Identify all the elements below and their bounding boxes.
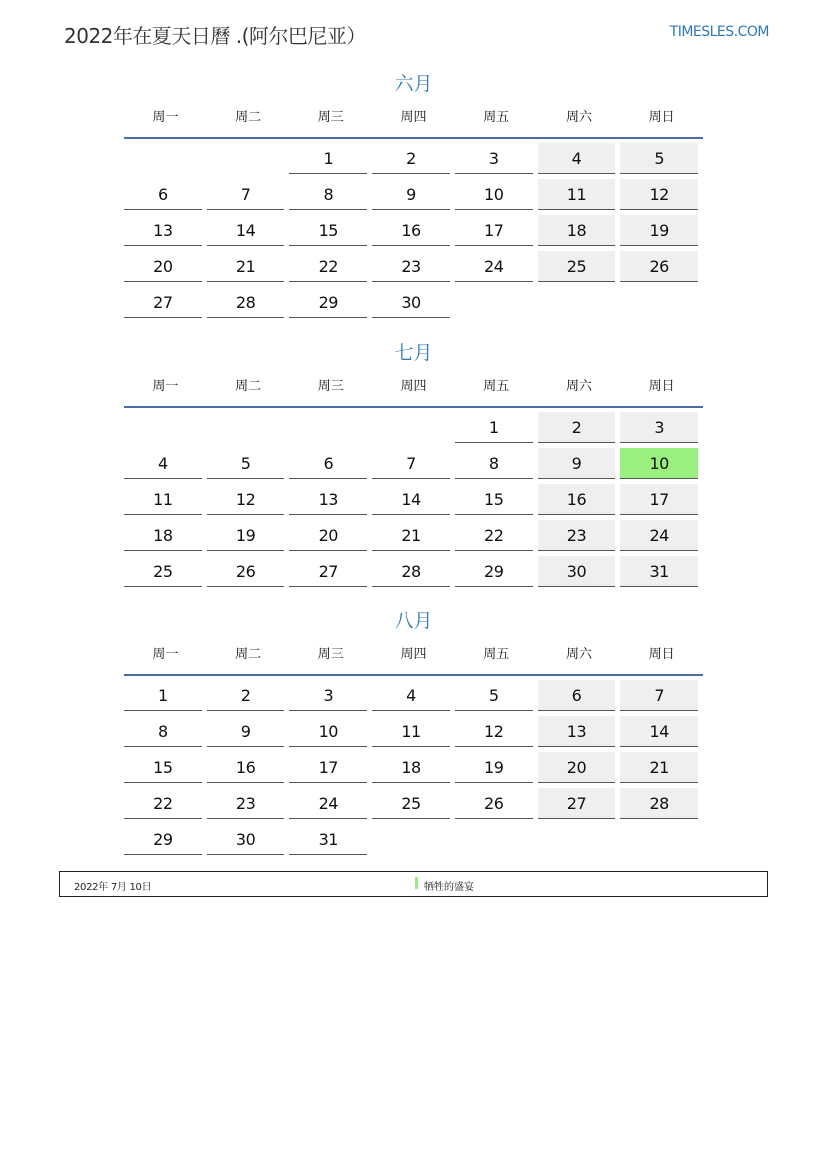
month-grid [124,408,703,587]
day-cell[interactable]: 7 [620,680,698,711]
week-row [124,287,703,318]
day-cell[interactable]: 15 [124,752,202,783]
month-title: 八月 [394,610,433,632]
weekday-label: 周三 [317,379,344,394]
day-cell[interactable]: 30 [207,824,285,855]
day-cell[interactable]: 28 [207,287,285,318]
week-row [124,716,703,747]
day-cell[interactable]: 25 [538,251,616,282]
day-cell[interactable]: 6 [538,680,616,711]
day-cell[interactable]: 8 [124,716,202,747]
day-cell[interactable]: 20 [124,251,202,282]
day-cell[interactable]: 25 [124,556,202,587]
empty-cell [538,287,616,318]
day-cell[interactable]: 31 [289,824,367,855]
day-cell[interactable]: 14 [372,484,450,515]
day-cell[interactable]: 27 [538,788,616,819]
empty-cell [455,824,533,855]
day-cell[interactable]: 24 [455,251,533,282]
day-cell[interactable]: 18 [538,215,616,246]
holiday-color-marker [415,877,418,889]
day-cell[interactable]: 17 [620,484,698,515]
day-cell[interactable]: 21 [372,520,450,551]
day-cell[interactable]: 23 [207,788,285,819]
brand-link[interactable]: TIMESLES.COM [669,24,769,40]
week-row [124,412,703,443]
week-row [124,520,703,551]
weekday-label: 周二 [235,647,262,662]
day-cell[interactable]: 19 [620,215,698,246]
day-cell[interactable]: 8 [455,448,533,479]
week-row [124,484,703,515]
day-cell[interactable]: 20 [289,520,367,551]
day-cell[interactable]: 31 [620,556,698,587]
day-cell[interactable]: 10 [455,179,533,210]
weekday-label: 周日 [648,110,675,125]
weekday-label: 周日 [648,647,675,662]
day-cell[interactable]: 27 [124,287,202,318]
day-cell[interactable]: 26 [455,788,533,819]
day-cell[interactable]: 11 [538,179,616,210]
day-cell[interactable]: 13 [289,484,367,515]
weekday-label: 周二 [235,379,262,394]
weekday-label: 周五 [483,647,510,662]
day-cell[interactable]: 29 [289,287,367,318]
day-cell[interactable]: 21 [620,752,698,783]
page-title: 2022年在夏天日曆 .(阿尔巴尼亚） [64,24,366,48]
empty-cell [124,143,202,174]
day-cell[interactable]: 2 [207,680,285,711]
day-cell[interactable]: 28 [620,788,698,819]
day-cell[interactable]: 22 [455,520,533,551]
month-grid [124,676,703,855]
day-cell[interactable]: 5 [455,680,533,711]
weekday-label: 周一 [152,647,179,662]
day-cell[interactable]: 30 [372,287,450,318]
weekday-label: 周一 [152,379,179,394]
day-cell[interactable]: 7 [207,179,285,210]
day-cell[interactable]: 1 [455,412,533,443]
day-cell[interactable]: 9 [372,179,450,210]
month-august [124,606,703,860]
week-row [124,788,703,819]
day-cell[interactable]: 9 [538,448,616,479]
day-cell[interactable]: 26 [207,556,285,587]
day-cell[interactable]: 15 [455,484,533,515]
day-cell[interactable]: 3 [620,412,698,443]
month-june [124,69,703,323]
day-cell[interactable]: 19 [455,752,533,783]
day-cell[interactable]: 12 [455,716,533,747]
day-cell[interactable]: 3 [455,143,533,174]
week-row [124,680,703,711]
empty-cell [372,412,450,443]
week-row [124,448,703,479]
day-cell[interactable]: 1 [289,143,367,174]
week-row [124,556,703,587]
holiday-date: 2022年 7月 10日 [74,882,152,893]
day-cell[interactable]: 29 [124,824,202,855]
day-cell[interactable]: 6 [124,179,202,210]
day-cell[interactable]: 22 [124,788,202,819]
weekday-label: 周六 [565,647,592,662]
day-cell[interactable]: 16 [207,752,285,783]
day-cell[interactable]: 29 [455,556,533,587]
weekday-label: 周二 [235,110,262,125]
day-cell[interactable]: 15 [289,215,367,246]
week-row [124,251,703,282]
weekday-label: 周四 [400,110,427,125]
day-cell[interactable]: 17 [455,215,533,246]
week-row [124,215,703,246]
day-cell[interactable]: 11 [372,716,450,747]
day-cell[interactable]: 23 [372,251,450,282]
day-cell[interactable]: 28 [372,556,450,587]
day-cell[interactable]: 27 [289,556,367,587]
day-cell[interactable]: 10 [289,716,367,747]
weekday-label: 周一 [152,110,179,125]
month-grid [124,139,703,318]
day-cell[interactable]: 13 [124,215,202,246]
holiday-name: 牺牲的盛宴 [424,882,474,893]
day-cell[interactable]: 22 [289,251,367,282]
weekday-label: 周三 [317,110,344,125]
week-row [124,752,703,783]
day-cell[interactable]: 8 [289,179,367,210]
day-cell[interactable]: 30 [538,556,616,587]
day-cell[interactable]: 5 [207,448,285,479]
weekday-header [124,368,703,408]
weekday-label: 周五 [483,110,510,125]
week-row [124,143,703,174]
day-cell[interactable]: 5 [620,143,698,174]
day-cell[interactable]: 6 [289,448,367,479]
empty-cell [372,824,450,855]
day-cell[interactable]: 1 [124,680,202,711]
day-cell[interactable]: 19 [207,520,285,551]
empty-cell [455,287,533,318]
day-cell[interactable]: 12 [207,484,285,515]
week-row [124,824,703,855]
weekday-header [124,99,703,139]
day-cell[interactable]: 13 [538,716,616,747]
day-cell[interactable]: 7 [372,448,450,479]
empty-cell [620,824,698,855]
empty-cell [289,412,367,443]
day-cell[interactable]: 26 [620,251,698,282]
empty-cell [207,412,285,443]
day-cell[interactable]: 12 [620,179,698,210]
day-cell[interactable]: 25 [372,788,450,819]
empty-cell [207,143,285,174]
day-cell[interactable]: 2 [372,143,450,174]
day-cell[interactable]: 16 [372,215,450,246]
weekday-label: 周四 [400,647,427,662]
weekday-label: 周六 [565,110,592,125]
month-title: 六月 [394,73,433,95]
day-cell[interactable]: 16 [538,484,616,515]
week-row [124,179,703,210]
month-title: 七月 [394,342,433,364]
day-cell[interactable]: 3 [289,680,367,711]
weekday-label: 周五 [483,379,510,394]
holiday-legend [59,871,768,897]
weekday-label: 周四 [400,379,427,394]
day-cell[interactable]: 9 [207,716,285,747]
weekday-label: 周三 [317,647,344,662]
day-cell[interactable]: 18 [372,752,450,783]
day-cell[interactable]: 14 [207,215,285,246]
day-cell[interactable]: 4 [124,448,202,479]
empty-cell [538,824,616,855]
day-cell[interactable]: 21 [207,251,285,282]
day-cell[interactable]: 18 [124,520,202,551]
day-cell[interactable]: 14 [620,716,698,747]
day-cell[interactable]: 4 [372,680,450,711]
weekday-label: 周日 [648,379,675,394]
holiday-day-cell[interactable]: 10 [620,448,698,479]
empty-cell [124,412,202,443]
day-cell[interactable]: 2 [538,412,616,443]
weekday-header [124,636,703,676]
day-cell[interactable]: 24 [289,788,367,819]
day-cell[interactable]: 11 [124,484,202,515]
day-cell[interactable]: 20 [538,752,616,783]
day-cell[interactable]: 24 [620,520,698,551]
empty-cell [620,287,698,318]
day-cell[interactable]: 23 [538,520,616,551]
day-cell[interactable]: 17 [289,752,367,783]
weekday-label: 周六 [565,379,592,394]
month-july [124,338,703,592]
day-cell[interactable]: 4 [538,143,616,174]
